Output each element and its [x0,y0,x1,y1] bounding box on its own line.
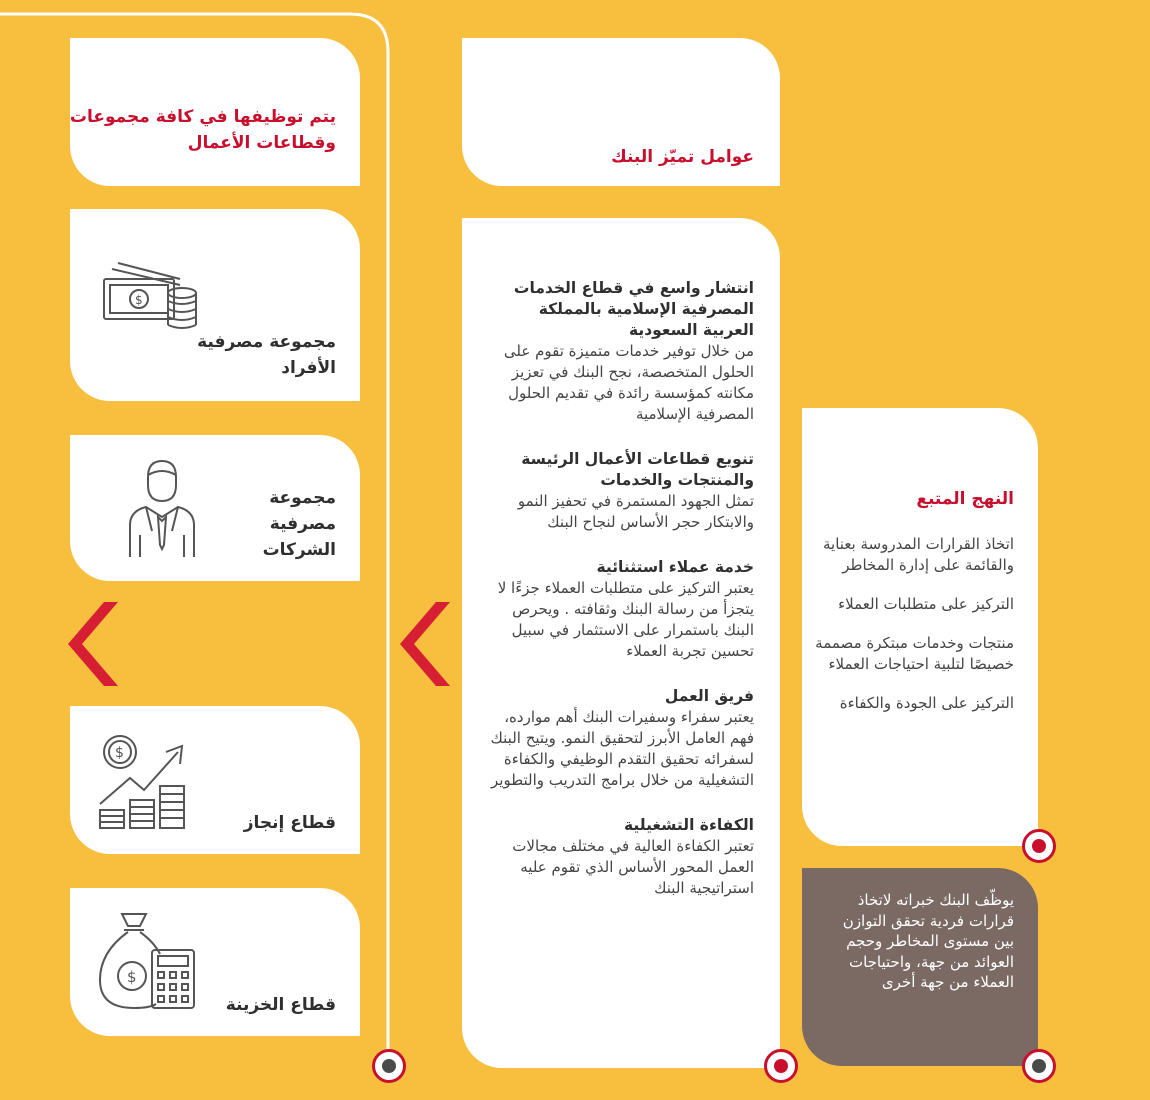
money-coins-icon [100,257,200,337]
approach-item: التركيز على الجودة والكفاءة [839,694,1014,712]
factor-body: يعتبر سفراء وسفيرات البنك أهم موارده، فهم العامل الأبرز لتحقيق النمو. ويتيح البنك لسفرائه تحقيق التقدم الوظيفي والكفاءة التشغيلية من خلال برامج التدريب والتطوير [490,708,754,789]
approach-item: اتخاذ القرارات المدروسة بعناية والقائمة على إدارة المخاطر [823,535,1014,574]
approach-item: منتجات وخدمات مبتكرة مصممة خصيصًا لتلبية احتياجات العملاء [815,634,1014,673]
timeline-dot-note [1022,1049,1056,1083]
sector-label-ejnaz: قطاع إنجاز [243,813,336,833]
factor-title: فريق العمل [664,687,754,705]
factor-section [490,815,754,899]
approach-note-card [802,868,1038,1066]
businessman-icon [122,455,202,559]
approach-list [814,534,1014,732]
factors-list [490,278,754,915]
sector-card-treasury [70,888,360,1036]
factors-header-card [462,38,780,186]
timeline-dot-left [372,1049,406,1083]
sector-label-retail: مجموعة مصرفية الأفراد [197,332,336,378]
svg-text:$: $ [127,968,137,986]
factors-card [462,218,780,1068]
approach-note: يوظّف البنك خبراته لاتخاذ قرارات فردية تحقق التوازن بين مستوى المخاطر وحجم العوائد من جهة، واحتياجات العملاء من جهة أخرى [842,891,1014,991]
sector-label-treasury: قطاع الخزينة [225,995,336,1015]
sector-label-corporate: مجموعة مصرفية الشركات [262,488,336,560]
growth-chart-icon [96,724,200,832]
approach-card [802,408,1038,846]
factor-title: الكفاءة التشغيلية [624,816,754,834]
chevron-left-icon [400,600,452,688]
factor-title: تنويع قطاعات الأعمال الرئيسة والمنتجات والخدمات [521,450,754,489]
factor-section [490,686,754,791]
factor-body: يعتبر التركيز على متطلبات العملاء جزءًا لا يتجزأ من رسالة البنك وثقافته . ويحرص البنك باستمرار على الاستثمار في سبيل تحسين تجربة العملاء [497,579,754,660]
factor-body: تعتبر الكفاءة العالية في مختلف مجالات العمل المحور الأساس الذي تقوم عليه استراتيجية البنك [512,837,754,897]
chevron-left-icon [68,600,120,688]
sectors-header: يتم توظيفها في كافة مجموعات وقطاعات الأعمال [69,107,336,153]
factor-section [490,449,754,533]
approach-item: التركيز على متطلبات العملاء [838,595,1014,613]
timeline-dot-middle [764,1049,798,1083]
svg-text:$: $ [135,293,143,307]
sector-card-ejnaz [70,706,360,854]
factor-body: تمثل الجهود المستمرة في تحفيز النمو والابتكار حجر الأساس لنجاح البنك [517,492,754,531]
sector-card-corporate [70,435,360,581]
svg-text:$: $ [115,745,124,761]
factors-header: عوامل تميّز البنك [611,147,754,167]
factor-section [490,278,754,425]
factor-section [490,557,754,662]
sectors-header-card [70,38,360,186]
money-bag-calculator-icon [94,908,200,1014]
factor-title: خدمة عملاء استثنائية [596,558,754,576]
factor-title: انتشار واسع في قطاع الخدمات المصرفية الإسلامية بالمملكة العربية السعودية [513,279,754,339]
sector-card-retail [70,209,360,401]
timeline-dot-approach [1022,829,1056,863]
factor-body: من خلال توفير خدمات متميزة تقوم على الحلول المتخصصة، نجح البنك في تعزيز مكانته كمؤسسة رائدة في تقديم الحلول المصرفية الإسلامية [503,342,754,423]
approach-header: النهج المتبع [916,489,1014,509]
